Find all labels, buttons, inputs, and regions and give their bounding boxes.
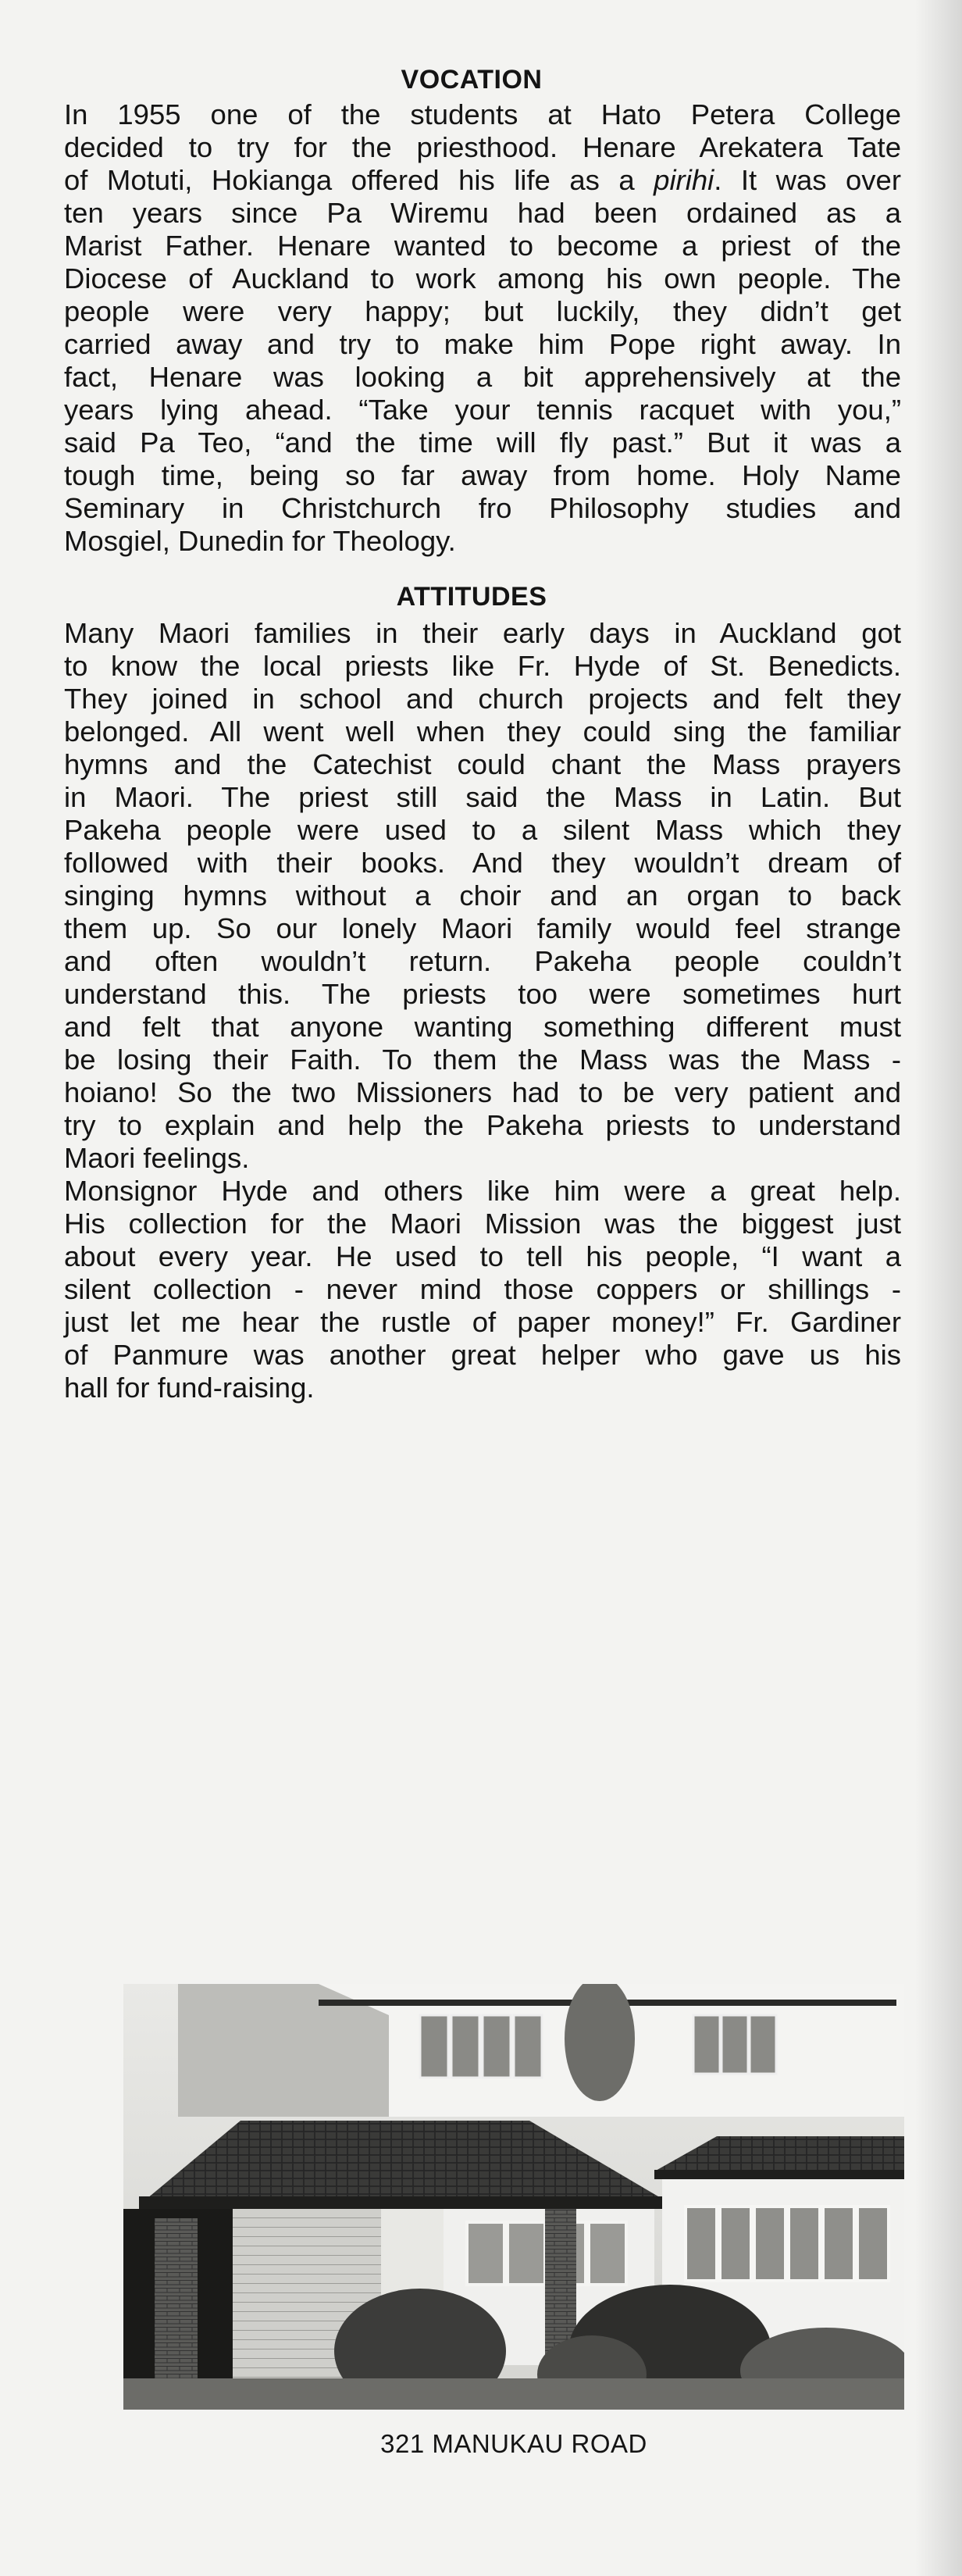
text-line: hall for fund-raising.	[64, 1372, 315, 1404]
text-line	[42, 164, 901, 197]
text-segment: of Motuti, Hokianga offered his life as a	[64, 164, 654, 196]
text-line: of Panmure was another great helper who gave us his	[64, 1339, 901, 1371]
text-line: said Pa Teo, “and the time will fly past.” But it was a	[64, 426, 901, 458]
text-line: try to explain and help the Pakeha priests to understand	[64, 1109, 901, 1141]
heading-vocation: VOCATION	[401, 65, 543, 95]
text-line: Seminary in Christchurch fro Philosophy studies and	[64, 492, 901, 524]
text-line: in Maori. The priest still said the Mass in Latin. But	[64, 781, 901, 813]
text-line: They joined in school and church projects and felt they	[64, 683, 901, 715]
text-line: singing hymns without a choir and an organ to back	[64, 879, 901, 912]
text-line: years lying ahead. “Take your tennis racquet with you,”	[64, 394, 901, 426]
heading-attitudes: ATTITUDES	[396, 582, 547, 612]
house-illustration	[123, 1984, 904, 2410]
text-line: followed with their books. And they wouldn’t dream of	[64, 847, 901, 879]
pirihi-word: pirihi	[654, 164, 714, 196]
paragraph-vocation	[42, 98, 901, 558]
text-line: belonged. All went well when they could sing the familiar	[64, 715, 901, 747]
text-line: Monsignor Hyde and others like him were a great help.	[64, 1175, 901, 1207]
text-line: people were very happy; but luckily, they didn’t get	[64, 295, 901, 327]
text-line: be losing their Faith. To them the Mass was the Mass -	[64, 1044, 901, 1076]
text-line: Diocese of Auckland to work among his own people. The	[64, 262, 901, 294]
text-segment: . It was over	[714, 164, 901, 196]
photo-caption: 321 MANUKAU ROAD	[380, 2429, 647, 2458]
text-line: Mosgiel, Dunedin for Theology.	[64, 525, 456, 557]
text-line: them up. So our lonely Maori family would feel strange	[64, 912, 901, 944]
text-line: His collection for the Maori Mission was the biggest just	[64, 1208, 901, 1240]
text-line: just let me hear the rustle of paper money!” Fr. Gardiner	[64, 1306, 901, 1338]
text-line: ten years since Pa Wiremu had been ordained as a	[64, 197, 901, 229]
text-line: Many Maori families in their early days in Auckland got	[64, 617, 901, 649]
text-line: about every year. He used to tell his people, “I want a	[64, 1240, 901, 1272]
text-line: and felt that anyone wanting something different must	[64, 1011, 901, 1043]
text-line: hymns and the Catechist could chant the Mass prayers	[64, 748, 901, 780]
text-line: silent collection - never mind those coppers or shillings -	[64, 1273, 901, 1305]
text-line: Pakeha people were used to a silent Mass which they	[64, 814, 901, 846]
text-line: carried away and try to make him Pope right away. In	[64, 328, 901, 360]
paragraph-attitudes-1	[42, 617, 901, 1175]
text-line: hoiano! So the two Missioners had to be very patient and	[64, 1076, 901, 1108]
text-line: tough time, being so far away from home. Holy Name	[64, 459, 901, 491]
article-column	[42, 62, 901, 1404]
text-line: decided to try for the priesthood. Henare Arekatera Tate	[64, 131, 901, 163]
text-line: and often wouldn’t return. Pakeha people couldn’t	[64, 945, 901, 977]
text-line: Maori feelings.	[64, 1142, 250, 1174]
house-photo	[123, 1984, 904, 2410]
text-line: Marist Father. Henare wanted to become a priest of the	[64, 230, 901, 262]
page-edge-shadow	[915, 0, 962, 2576]
text-line: understand this. The priests too were sometimes hurt	[64, 978, 901, 1010]
text-line: fact, Henare was looking a bit apprehensively at the	[64, 361, 901, 393]
paragraph-attitudes-2	[42, 1175, 901, 1404]
text-line: to know the local priests like Fr. Hyde of St. Benedicts.	[64, 650, 901, 682]
text-line: In 1955 one of the students at Hato Petera College	[64, 98, 901, 130]
